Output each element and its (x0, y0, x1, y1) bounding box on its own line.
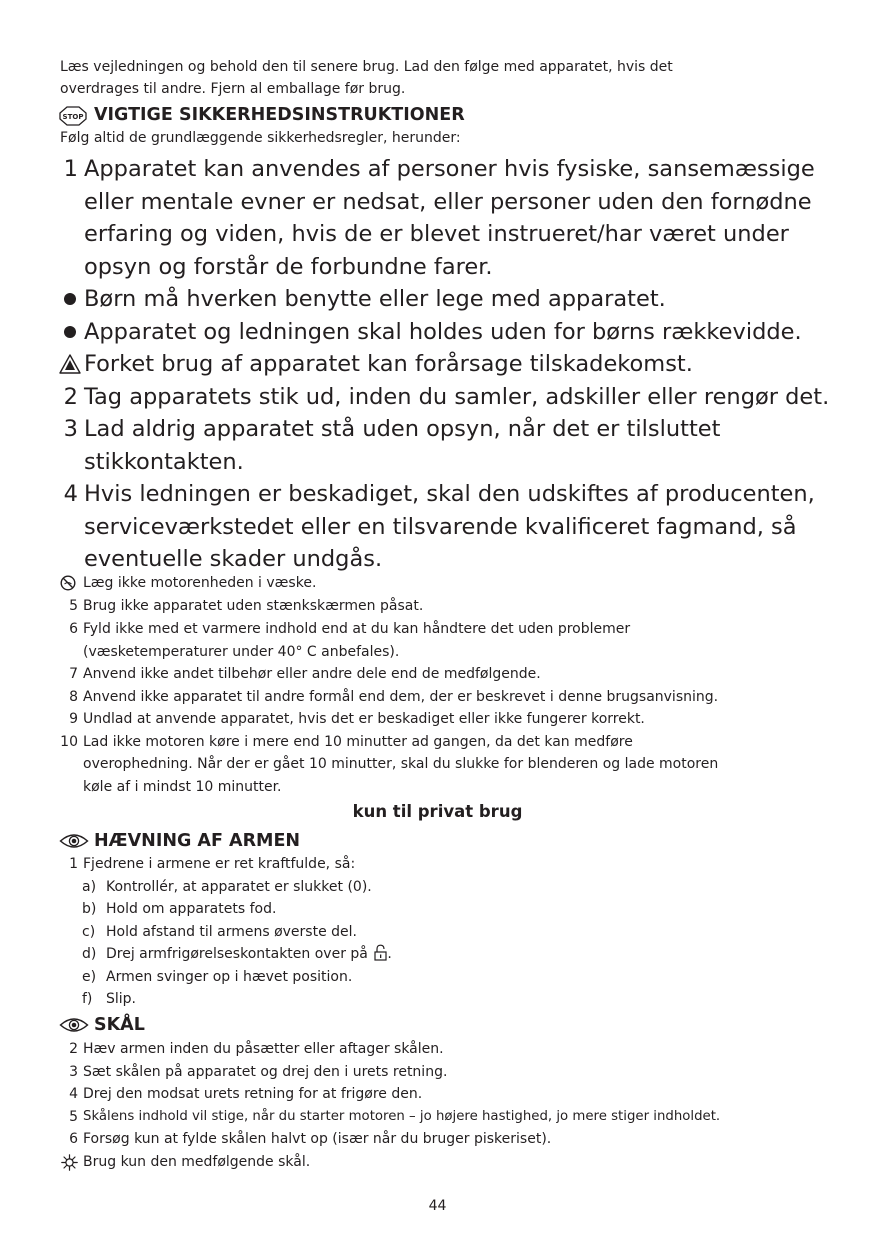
page-number: 44 (428, 1198, 447, 1214)
bowl-item: Drej den modsat urets retning for at frigøre den. (83, 1086, 423, 1102)
sub-letter: f) (82, 991, 93, 1007)
item-1-line-3: erfaring og viden, hvis de er blevet instrueret/har været under (84, 221, 789, 247)
item-8-line-1: Anvend ikke apparatet til andre formål end dem, der er beskrevet i denne brugsanvisning. (83, 689, 719, 705)
item-6-line-1: Fyld ikke med et varmere indhold end at du kan håndtere det uden problemer (83, 621, 631, 637)
item-number: 10 (60, 734, 78, 750)
item-2-line-1: Tag apparatets stik ud, inden du samler, adskiller eller rengør det. (84, 383, 830, 410)
eye-icon (59, 1016, 89, 1034)
arm-sub-b: Hold om apparatets fod. (106, 901, 277, 917)
arm-sub-d-after: . (387, 946, 392, 962)
bullet-icon (63, 325, 77, 339)
item-7-line-1: Anvend ikke andet tilbehør eller andre dele end de medfølgende. (83, 666, 541, 682)
arm-item-1: Fjedrene i armene er ret kraftfulde, så: (83, 856, 356, 872)
item-number: 2 (69, 1041, 78, 1057)
item-number: 5 (69, 1109, 78, 1125)
item-number: 1 (69, 856, 78, 872)
item-1-line-1: Apparatet kan anvendes af personer hvis fysiske, sansemæssige (84, 156, 815, 182)
bullet-children: Børn må hverken benytte eller lege med apparatet. (84, 286, 666, 312)
bowl-item: Sæt skålen på apparatet og drej den i urets retning. (83, 1064, 448, 1080)
item-5-line-1: Brug ikke apparatet uden stænkskærmen påsat. (83, 598, 424, 614)
item-number: 4 (63, 481, 78, 507)
bowl-star-note: Brug kun den medfølgende skål. (83, 1154, 311, 1170)
item-10-line-3: køle af i mindst 10 minutter. (83, 779, 282, 795)
item-number: 3 (63, 416, 78, 442)
item-3-line-2: stikkontakten. (84, 448, 244, 475)
stop-icon-text: STOP (62, 113, 84, 121)
item-number: 8 (69, 689, 78, 705)
intro-line-2: overdrages til andre. Fjern al emballage før brug. (60, 81, 406, 97)
item-9-line-1: Undlad at anvende apparatet, hvis det er beskadiget eller ikke fungerer korrekt. (83, 711, 645, 727)
item-number: 5 (69, 598, 78, 614)
item-10-line-2: overophedning. Når der er gået 10 minutter, skal du slukke for blenderen og lade motoren (83, 756, 719, 772)
item-number: 6 (69, 621, 78, 637)
bullet-icon (63, 292, 77, 306)
item-number: 3 (69, 1064, 78, 1080)
arm-sub-e: Armen svinger op i hævet position. (106, 969, 353, 985)
item-number: 9 (69, 711, 78, 727)
item-10-line-1: Lad ikke motoren køre i mere end 10 minutter ad gangen, da det kan medføre (83, 734, 633, 750)
sub-letter: e) (82, 969, 97, 985)
prohibited-icon (60, 575, 76, 591)
bowl-heading: SKÅL (94, 1015, 145, 1035)
item-number: 7 (69, 666, 78, 682)
sparkle-icon (61, 1154, 78, 1171)
arm-sub-c: Hold afstand til armens øverste del. (106, 924, 357, 940)
item-number: 2 (63, 383, 78, 410)
item-6-line-2: (væsketemperaturer under 40° C anbefales). (83, 644, 400, 660)
bowl-item: Hæv armen inden du påsætter eller aftager skålen. (83, 1041, 444, 1057)
sub-letter: d) (82, 946, 97, 962)
safety-subtitle: Følg altid de grundlæggende sikkerhedsregler, herunder: (60, 130, 461, 146)
safety-heading: VIGTIGE SIKKERHEDSINSTRUKTIONER (94, 105, 465, 125)
stop-icon (59, 106, 87, 126)
item-1-line-4: opsyn og forstår de forbundne farer. (84, 253, 493, 280)
item-1-line-2: eller mentale evner er nedsat, eller personer uden den fornødne (84, 188, 812, 215)
arm-heading: HÆVNING AF ARMEN (94, 831, 301, 851)
arm-sub-f: Slip. (106, 991, 137, 1007)
bowl-item: Skålens indhold vil stige, når du starter motoren – jo højere hastighed, jo mere stiger indholdet. (83, 1109, 721, 1124)
bullet-cord: Apparatet og ledningen skal holdes uden for børns rækkevidde. (84, 318, 802, 345)
item-3-line-1: Lad aldrig apparatet stå uden opsyn, når det er tilsluttet (84, 416, 721, 442)
private-use-note: kun til privat brug (352, 802, 523, 821)
bowl-item: Forsøg kun at fylde skålen halvt op (især når du bruger piskeriset). (83, 1131, 552, 1147)
intro-line-1: Læs vejledningen og behold den til senere brug. Lad den følge med apparatet, hvis det (60, 59, 673, 75)
sub-letter: b) (82, 901, 97, 917)
arm-sub-d (106, 943, 392, 965)
warning-icon (59, 354, 81, 374)
sub-letter: c) (82, 924, 96, 940)
item-4-line-1: Hvis ledningen er beskadiget, skal den udskiftes af producenten, (84, 481, 815, 507)
item-number: 6 (69, 1131, 78, 1147)
item-4-line-2: serviceværkstedet eller en tilsvarende kvalificeret fagmand, så (84, 513, 797, 540)
arm-sub-a: Kontrollér, at apparatet er slukket (0). (106, 879, 372, 895)
prohibited-text: Læg ikke motorenheden i væske. (83, 575, 317, 591)
item-4-line-3: eventuelle skader undgås. (84, 546, 383, 572)
arm-sub-d-text: Drej armfrigørelseskontakten over på (106, 946, 368, 962)
item-number: 4 (69, 1086, 78, 1102)
warning-text: Forket brug af apparatet kan forårsage tilskadekomst. (84, 351, 693, 377)
eye-icon (59, 832, 89, 850)
item-number: 1 (63, 156, 78, 182)
unlock-icon (374, 944, 387, 961)
sub-letter: a) (82, 879, 97, 895)
